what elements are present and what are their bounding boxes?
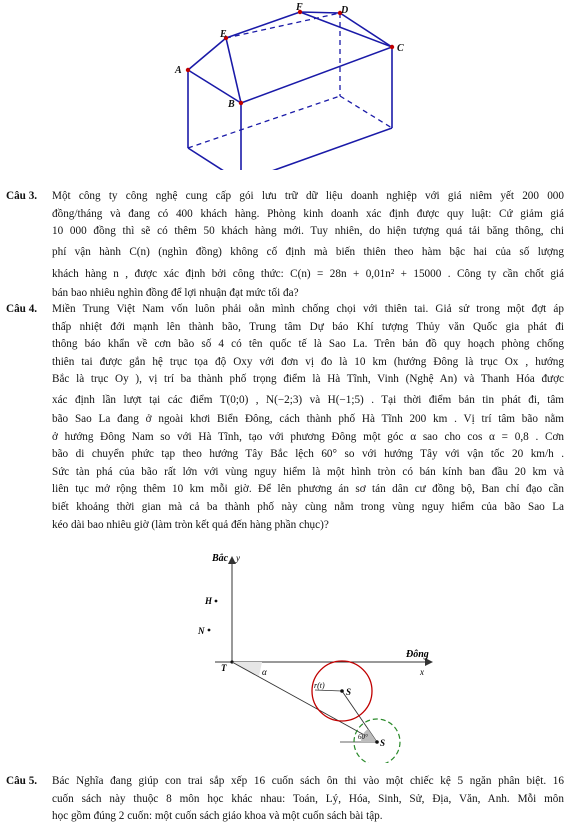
q4-line: Bắc là trục Oy ), vị trí ba thành phố trọng điểm là Hà Tĩnh, Vinh (Nghệ An) và Thanh Hóa được: [52, 373, 564, 386]
point-n-label: N: [198, 626, 205, 636]
alpha-label: α: [262, 667, 267, 677]
house-figure: [160, 0, 430, 170]
label-e: E: [220, 29, 227, 40]
point-h: [215, 600, 218, 603]
label-f: F: [296, 2, 303, 13]
q3-line: phí vận hành C(n) (nghìn đồng) không cố định mà biến thiên theo hàm bậc hai của số lượng: [52, 245, 564, 258]
q4-line: bão Sao La đang ở ngoài khơi Biển Đông, cách thành phố Hà Tĩnh 200 km . Vị trí tâm bão nằm: [52, 412, 564, 425]
point-h-label: H: [205, 596, 213, 606]
q4-line: bão di chuyển phức tạp theo hướng Tây Bắc lệch 60° so với hướng Tây với vận tốc 20 km/h .: [52, 448, 564, 461]
q4-line: thông báo khẩn về cơn bão số 4 có tên quốc tế là Sao La. Trên bản đồ quy hoạch phòng chống: [52, 338, 564, 351]
q3-line: Một công ty công nghệ cung cấp gói lưu trữ dữ liệu doanh nghiệp với giá niêm yết 200 000: [52, 190, 564, 202]
question-4-text: [52, 301, 564, 534]
point-t-label: T: [221, 663, 227, 673]
storm-center: [375, 740, 379, 744]
radius-line: [315, 690, 342, 691]
ts-line: [232, 662, 377, 742]
q4-line: xác định lần lượt tại các điểm T(0;0) , N(−2;3) và H(−1;5) . Tại thời điểm bản tin phát đi, tâm: [52, 393, 564, 406]
storm-map-figure: [190, 548, 440, 763]
q4-line: liên tục mở rộng thêm 10 km mỗi giờ. Để lên phương án sơ tán dân cư đồng bộ, Ban chỉ đạo cần: [52, 483, 564, 496]
q4-line: Sức tàn phá của bão rất lớn với vùng nguy hiểm là một hình tròn có bán kính ban đầu 20 km và: [52, 465, 564, 478]
storm-center-moving-label: S: [346, 687, 352, 697]
q4-line: biết khoảng thời gian mà cả ba thành phố này cùng nằm trong vùng nguy hiểm của bão Sao La: [52, 500, 564, 513]
storm-center-label: S: [380, 738, 386, 748]
y-axis-label: y: [236, 553, 240, 563]
vertex-a: [186, 68, 190, 72]
q5-line: học gồm đúng 2 cuốn: một cuốn sách giáo khoa và một cuốn sách bài tập.: [52, 810, 383, 823]
vertex-c: [390, 45, 394, 49]
label-d: D: [341, 5, 349, 16]
x-axis-label: x: [420, 667, 424, 677]
north-label: Bắc: [212, 553, 229, 564]
question-5-text: [52, 773, 564, 826]
question-3-text: [52, 188, 564, 302]
radius-label: r(t): [314, 681, 325, 690]
label-c: C: [397, 43, 404, 54]
q3-line: 10 000 đồng thì sẽ có thêm 50 khách hàng mới. Tuy nhiên, do hiện tượng quá tải băng thông, chi: [52, 225, 564, 238]
q3-line: bán bao nhiêu nghìn đồng để lợi nhuận đạt mức tối đa?: [52, 286, 299, 299]
q3-line: khách hàng n , được xác định bởi công thức: C(n) = 28n + 0,01n² + 15000 . Công ty cần chốt giá: [52, 267, 564, 280]
q5-line: Bác Nghĩa đang giúp con trai sắp xếp 16 cuốn sách ôn thi vào một chiếc kệ 5 ngăn phân biệt. 16: [52, 775, 564, 787]
question-5-number: Câu 5.: [6, 775, 38, 787]
q4-line: ở hướng Đông Nam so với Hà Tĩnh, tạo với phương Đông một góc α sao cho cos α = 0,8 . Cơn: [52, 430, 564, 443]
question-3-number: Câu 3.: [6, 190, 38, 202]
question-4-number: Câu 4.: [6, 303, 38, 315]
angle-60-label: 60°: [358, 733, 368, 741]
q4-line: thấp nhiệt đới mạnh lên thành bão, Trung tâm Dự báo Khí tượng Thủy văn Quốc gia phát đi: [52, 320, 564, 333]
q4-line: thiên tai được gắn hệ trục tọa độ Oxy với đơn vị đo là 10 km (hướng Đông là trục Ox , hướng: [52, 355, 564, 368]
q5-line: cuốn sách này thuộc 8 môn học khác nhau: Toán, Lý, Hóa, Sinh, Sử, Địa, Văn, Anh. Mỗi môn: [52, 792, 564, 805]
point-n: [208, 629, 211, 632]
label-b: B: [228, 99, 235, 110]
q3-line: đồng/tháng và đang có 400 khách hàng. Phòng kinh doanh xác định được quy luật: Cứ giảm giá: [52, 207, 564, 220]
east-label: Đông: [406, 649, 429, 660]
q4-line: Miền Trung Việt Nam vốn luôn phải oằn mình chống chọi với thiên tai. Giả sử trong một đợt áp: [52, 303, 564, 315]
q4-line: kéo dài bao nhiêu giờ (làm tròn kết quả đến hàng phần chục)?: [52, 518, 329, 531]
label-a: A: [175, 65, 182, 76]
storm-center-moving: [340, 689, 344, 693]
vertex-b: [239, 101, 243, 105]
